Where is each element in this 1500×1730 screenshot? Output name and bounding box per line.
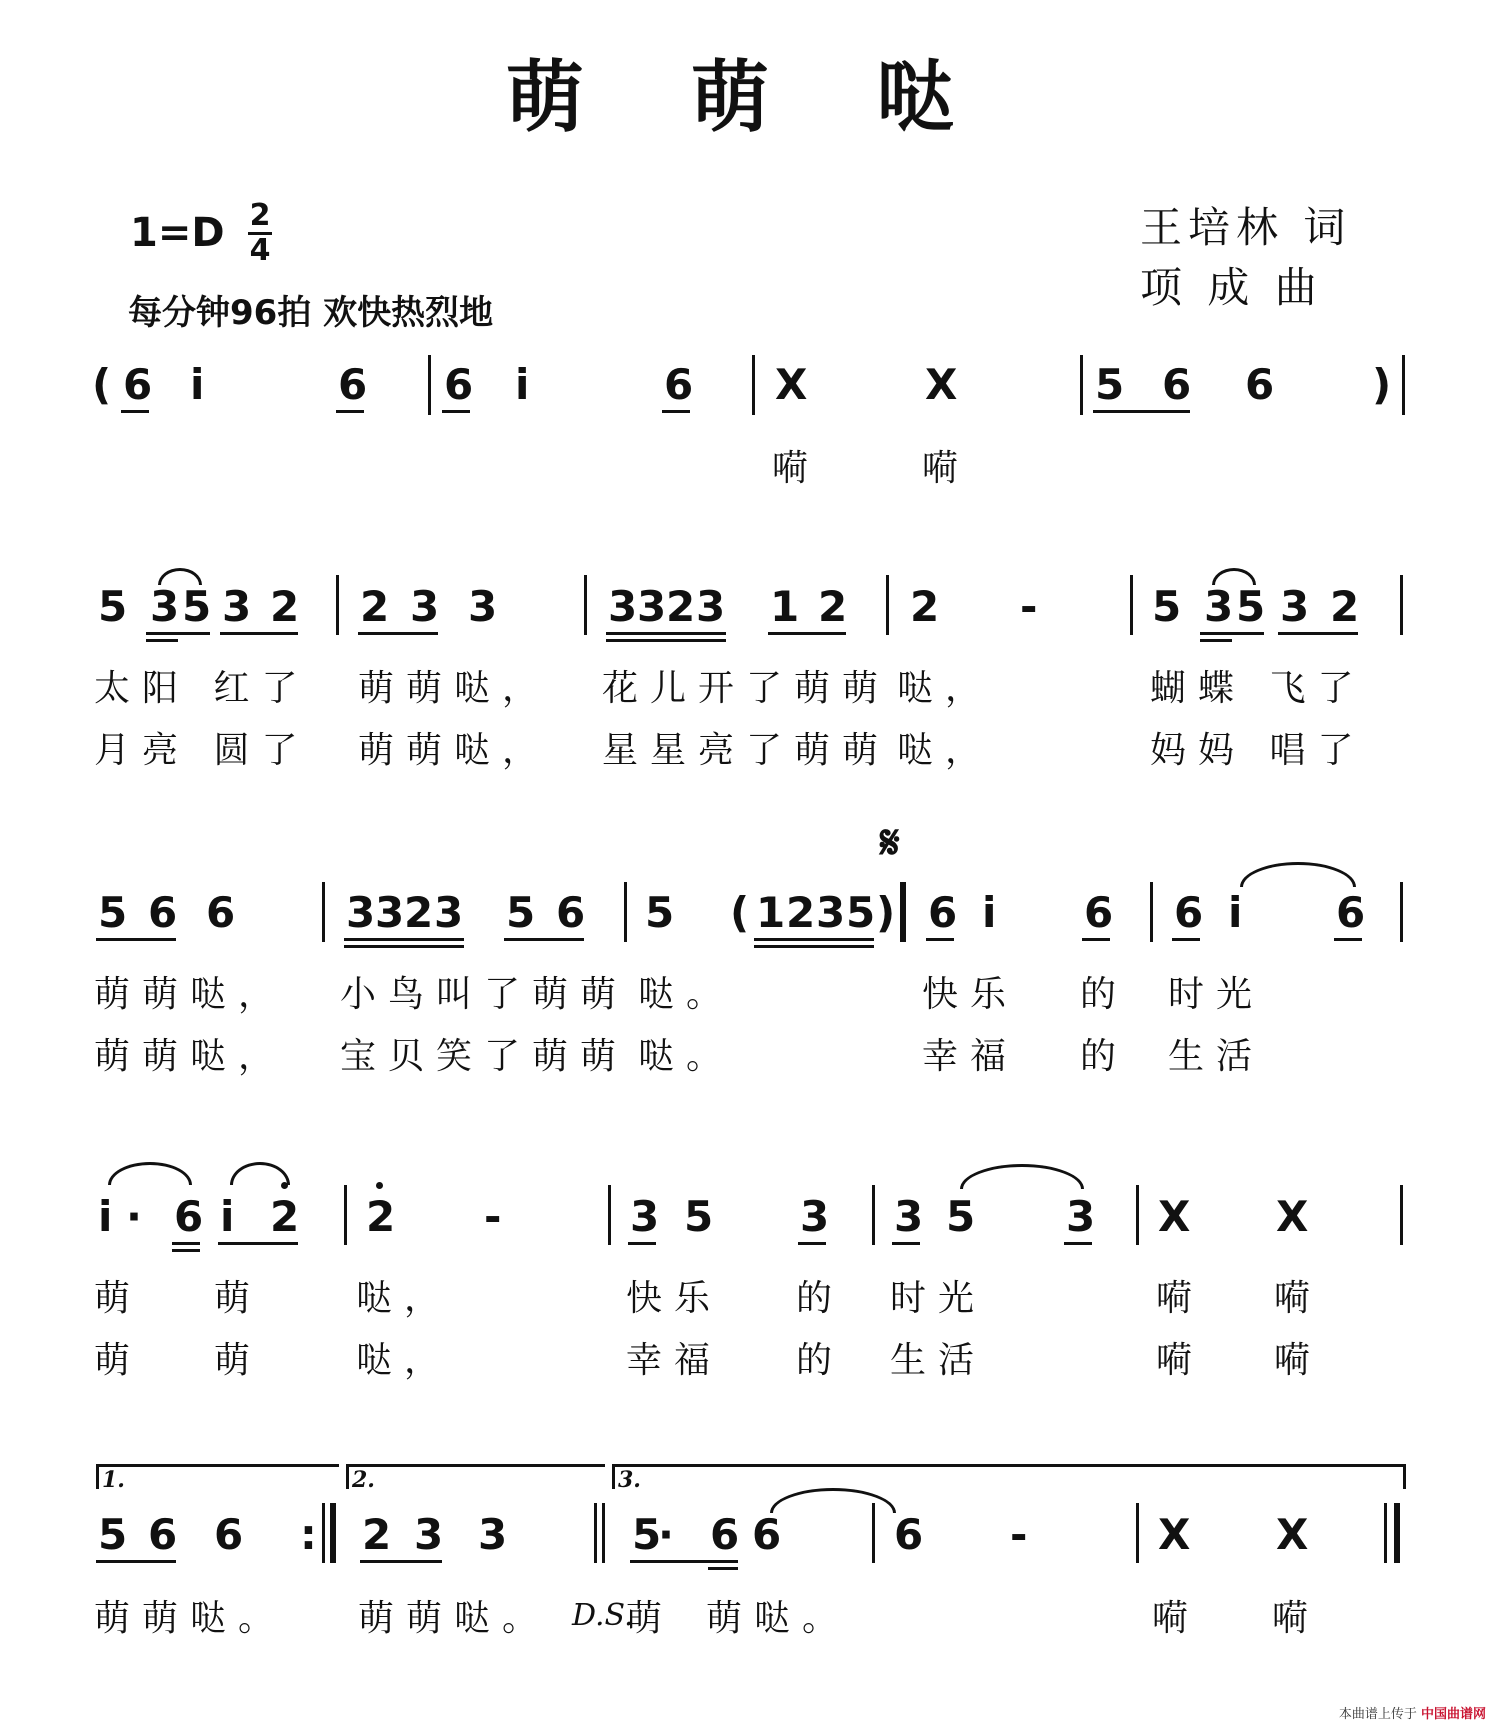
underline xyxy=(336,410,364,413)
barline xyxy=(1400,882,1403,942)
note: 6 xyxy=(752,1510,782,1559)
note: i xyxy=(1228,888,1243,937)
lyric: 嗬 xyxy=(1274,1278,1323,1319)
note: 6 xyxy=(556,888,586,937)
note: i xyxy=(98,1192,113,1241)
underline xyxy=(754,938,874,941)
barline xyxy=(872,1503,875,1563)
note: 3 xyxy=(894,1192,924,1241)
underline xyxy=(754,945,874,948)
lyric: 嗬 xyxy=(772,448,821,489)
lyric: 哒。 xyxy=(638,974,735,1015)
footer-brand: 中国曲谱网 xyxy=(1420,1707,1486,1722)
note: 5 xyxy=(98,582,128,631)
barline xyxy=(428,355,431,415)
lyricist-credit: 王培林 词 xyxy=(1140,203,1352,252)
note: 2 xyxy=(1330,582,1360,631)
barline xyxy=(1130,575,1133,635)
underline xyxy=(360,1560,442,1563)
lyric: 萌 xyxy=(214,1278,263,1319)
lyric: 嗬 xyxy=(1156,1340,1205,1381)
underline xyxy=(1278,632,1358,635)
tie xyxy=(770,1488,896,1513)
lyric: 太阳 红了 xyxy=(94,668,310,709)
composer-credit: 项 成 曲 xyxy=(1140,263,1323,312)
lyric: 萌 xyxy=(94,1278,143,1319)
note: 2 xyxy=(270,1192,300,1241)
lyric: 萌萌哒， xyxy=(94,1036,287,1077)
note: 6 xyxy=(1174,888,1204,937)
note: 5 xyxy=(946,1192,976,1241)
note: 6 xyxy=(1084,888,1114,937)
note: ) xyxy=(1372,360,1392,409)
lyric: 嗬 xyxy=(1272,1598,1321,1639)
tempo-marking: 每分钟96拍 欢快热烈地 xyxy=(128,293,494,333)
note: 3 xyxy=(608,582,638,631)
note: 2 xyxy=(360,582,390,631)
repeat-dots: : xyxy=(300,1510,317,1559)
note: 5 xyxy=(1152,582,1182,631)
note: 6 xyxy=(338,360,368,409)
underline xyxy=(1093,410,1190,413)
underline xyxy=(1200,632,1264,635)
barline xyxy=(1136,1185,1139,1245)
lyric: 生活 xyxy=(1168,1036,1265,1077)
barline xyxy=(336,575,339,635)
note: X xyxy=(1276,1510,1309,1559)
note: 3 xyxy=(696,582,726,631)
key-signature: 1=D xyxy=(130,210,225,256)
lyric: 小鸟叫了萌萌 xyxy=(340,974,629,1015)
barline xyxy=(1150,882,1153,942)
note: 5 xyxy=(182,582,212,631)
underline xyxy=(96,938,176,941)
lyric: 萌萌哒。 xyxy=(358,1598,551,1639)
barline xyxy=(752,355,755,415)
note: 2 xyxy=(362,1510,392,1559)
barline xyxy=(624,882,627,942)
note: 6 xyxy=(123,360,153,409)
note: 6 xyxy=(174,1192,204,1241)
lyric: 月亮 圆了 xyxy=(94,730,310,771)
underline xyxy=(1172,938,1200,941)
underline xyxy=(344,945,464,948)
octave-dot xyxy=(376,1182,383,1189)
note: X xyxy=(1158,1510,1191,1559)
lyric: 萌哒。 xyxy=(706,1598,851,1639)
underline xyxy=(220,632,298,635)
note: 5 xyxy=(1095,360,1125,409)
note: 3 xyxy=(375,888,405,937)
underline xyxy=(662,410,690,413)
underline xyxy=(218,1242,298,1245)
note: 2 xyxy=(404,888,434,937)
lyric: 嗬 xyxy=(922,448,971,489)
note: 5 xyxy=(1236,582,1266,631)
note: 5 xyxy=(684,1192,714,1241)
underline xyxy=(146,632,210,635)
ending-bracket-1 xyxy=(96,1464,339,1489)
lyric: 萌 xyxy=(214,1340,263,1381)
note: - xyxy=(1010,1510,1028,1559)
underline xyxy=(606,632,726,635)
ending-label-2: 2. xyxy=(352,1467,375,1493)
lyric: 萌萌哒， xyxy=(94,974,287,1015)
lyric: 哒， xyxy=(897,668,994,709)
lyric: 幸福 xyxy=(626,1340,723,1381)
underline xyxy=(1200,639,1232,642)
note: 5 xyxy=(98,1510,128,1559)
time-signature xyxy=(248,200,272,267)
barline xyxy=(344,1185,347,1245)
note: 6 xyxy=(1336,888,1366,937)
lyric: 嗬 xyxy=(1156,1278,1205,1319)
lyric: 的 xyxy=(1080,1036,1129,1077)
note: 3 xyxy=(1280,582,1310,631)
note: 3 xyxy=(346,888,376,937)
underline xyxy=(344,938,464,941)
note: X xyxy=(1276,1192,1309,1241)
note: 3 xyxy=(434,888,464,937)
underline xyxy=(146,639,178,642)
note: i xyxy=(982,888,997,937)
barline xyxy=(594,1503,597,1563)
note: 6 xyxy=(664,360,694,409)
ending-bracket-3 xyxy=(612,1464,1406,1489)
lyric: 嗬 xyxy=(1274,1340,1323,1381)
note: 6 xyxy=(894,1510,924,1559)
lyric: 生活 xyxy=(890,1340,987,1381)
underline xyxy=(442,410,470,413)
underline xyxy=(606,639,726,642)
time-sig-bottom: 4 xyxy=(249,233,271,268)
tie xyxy=(1240,862,1356,887)
note: 3 xyxy=(1204,582,1234,631)
note: 3 xyxy=(414,1510,444,1559)
lyric: 星星亮了萌萌 xyxy=(602,730,891,771)
tie xyxy=(158,568,202,585)
lyric: 嗬 xyxy=(1152,1598,1201,1639)
lyric: 哒， xyxy=(356,1278,453,1319)
note: 3 xyxy=(1066,1192,1096,1241)
note: 6 xyxy=(444,360,474,409)
underline xyxy=(798,1242,826,1245)
dal-segno: D.S. xyxy=(572,1598,634,1633)
note: 3 xyxy=(410,582,440,631)
note: - xyxy=(1020,582,1038,631)
note: 3 xyxy=(150,582,180,631)
underline xyxy=(1334,938,1362,941)
underline xyxy=(768,632,846,635)
note: 6 xyxy=(206,888,236,937)
barline xyxy=(1394,1503,1400,1563)
footer-credit xyxy=(1339,1703,1486,1722)
note: 3 xyxy=(468,582,498,631)
lyric: 妈妈 唱了 xyxy=(1150,730,1366,771)
barline xyxy=(330,1503,336,1563)
barline xyxy=(1384,1503,1387,1563)
note: 2 xyxy=(270,582,300,631)
lyric: 萌 xyxy=(94,1340,143,1381)
note: 5 xyxy=(645,888,675,937)
lyric: 时光 xyxy=(1168,974,1265,1015)
note: · xyxy=(126,1192,142,1241)
note: i xyxy=(220,1192,235,1241)
note: 6 xyxy=(214,1510,244,1559)
note: ( xyxy=(92,360,112,409)
underline xyxy=(504,938,584,941)
note: 1 xyxy=(770,582,800,631)
lyric: 的 xyxy=(796,1340,845,1381)
underline xyxy=(1082,938,1110,941)
note: 2 xyxy=(910,582,940,631)
note: 6 xyxy=(148,888,178,937)
lyric: 萌萌哒， xyxy=(358,668,551,709)
underline xyxy=(630,1560,738,1563)
lyric: 快乐 xyxy=(626,1278,723,1319)
lyric: 花儿开了萌萌 xyxy=(602,668,891,709)
barline xyxy=(602,1503,605,1563)
ending-label-3: 3. xyxy=(618,1467,641,1493)
note: 2 xyxy=(786,888,816,937)
tie xyxy=(960,1164,1084,1189)
note: · xyxy=(658,1510,674,1559)
barline xyxy=(900,882,906,942)
note: 3 xyxy=(816,888,846,937)
underline xyxy=(358,632,438,635)
barline xyxy=(584,575,587,635)
note: 6 xyxy=(148,1510,178,1559)
note: 3 xyxy=(222,582,252,631)
note: X xyxy=(775,360,808,409)
barline xyxy=(1402,355,1405,415)
page-title: 萌 萌 哒 xyxy=(505,52,995,143)
lyric: 的 xyxy=(1080,974,1129,1015)
barline xyxy=(608,1185,611,1245)
tie xyxy=(230,1162,290,1185)
barline xyxy=(1136,1503,1139,1563)
underline xyxy=(708,1567,738,1570)
lyric: 的 xyxy=(796,1278,845,1319)
barline xyxy=(1400,575,1403,635)
lyric: 萌萌哒， xyxy=(358,730,551,771)
barline xyxy=(886,575,889,635)
underline xyxy=(926,938,954,941)
lyric: 哒， xyxy=(356,1340,453,1381)
lyric: 宝贝笑了萌萌 xyxy=(340,1036,629,1077)
note: 6 xyxy=(1162,360,1192,409)
barline xyxy=(322,882,325,942)
underline xyxy=(172,1242,200,1245)
note: 1 xyxy=(756,888,786,937)
note: 6 xyxy=(1245,360,1275,409)
note: 5 xyxy=(98,888,128,937)
lyric: 哒， xyxy=(897,730,994,771)
note: 3 xyxy=(637,582,667,631)
note: 5 xyxy=(632,1510,662,1559)
ending-label-1: 1. xyxy=(102,1467,125,1493)
note: X xyxy=(925,360,958,409)
underline xyxy=(628,1242,656,1245)
underline xyxy=(1064,1242,1092,1245)
lyric: 幸福 xyxy=(922,1036,1019,1077)
note: 6 xyxy=(928,888,958,937)
lyric: 萌 xyxy=(626,1598,675,1639)
note: - xyxy=(484,1192,502,1241)
barline xyxy=(1400,1185,1403,1245)
lyric: 快乐 xyxy=(922,974,1019,1015)
note: X xyxy=(1158,1192,1191,1241)
note: ( xyxy=(730,888,750,937)
note: 2 xyxy=(666,582,696,631)
note: i xyxy=(515,360,530,409)
underline xyxy=(121,410,149,413)
segno-sign: 𝄋 xyxy=(880,815,900,869)
note: 3 xyxy=(478,1510,508,1559)
note: 3 xyxy=(800,1192,830,1241)
time-sig-top: 2 xyxy=(249,198,271,233)
tie xyxy=(1212,568,1256,585)
note: 2 xyxy=(366,1192,396,1241)
barline xyxy=(872,1185,875,1245)
note: 6 xyxy=(710,1510,740,1559)
barline xyxy=(1080,355,1083,415)
lyric: 萌萌哒。 xyxy=(94,1598,287,1639)
lyric: 哒。 xyxy=(638,1036,735,1077)
underline xyxy=(172,1249,200,1252)
note: 2 xyxy=(818,582,848,631)
lyric: 蝴蝶 飞了 xyxy=(1150,668,1366,709)
note: 5 xyxy=(506,888,536,937)
underline xyxy=(892,1242,920,1245)
footer-text: 本曲谱上传于 xyxy=(1338,1707,1417,1722)
lyric: 时光 xyxy=(890,1278,987,1319)
underline xyxy=(96,1560,176,1563)
ending-bracket-2 xyxy=(346,1464,605,1489)
note: i xyxy=(190,360,205,409)
note: 5 xyxy=(846,888,876,937)
barline xyxy=(322,1503,325,1563)
note: 3 xyxy=(630,1192,660,1241)
tie xyxy=(108,1162,192,1185)
note: ) xyxy=(876,888,896,937)
